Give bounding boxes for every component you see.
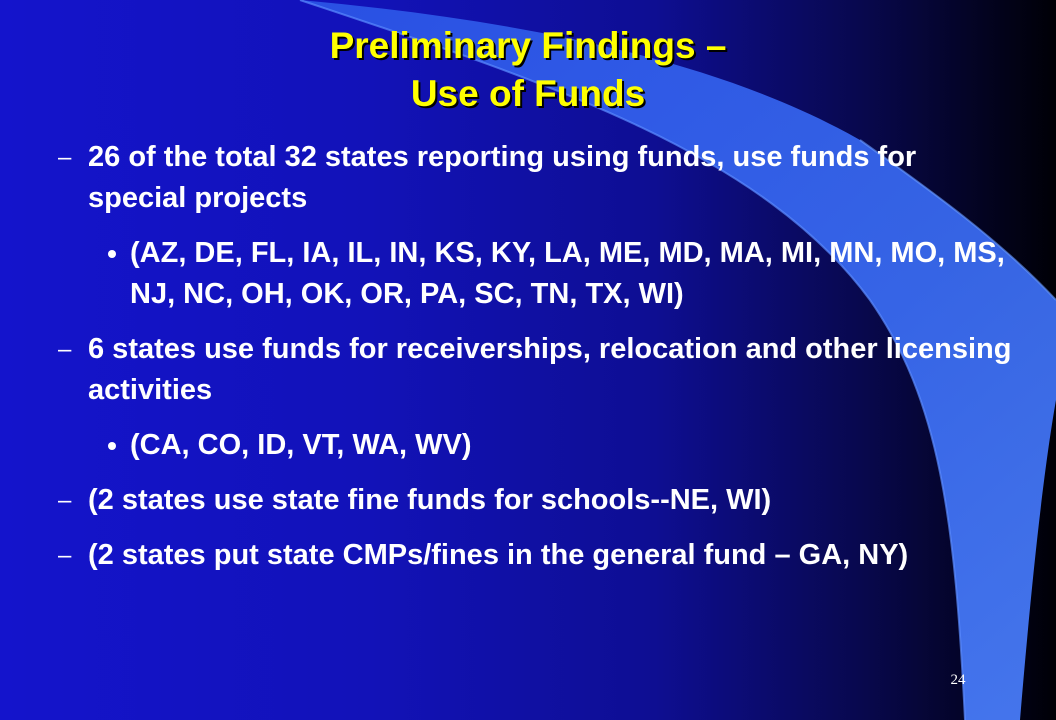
slide-title xyxy=(0,22,1056,118)
sub-bullet-item-receiverships-states xyxy=(58,425,1018,466)
bullet-item-general-fund xyxy=(58,535,1018,576)
bullet-text: (2 states use state fine funds for schools--NE, WI) xyxy=(88,484,772,516)
slide-title-line2: Use of Funds xyxy=(410,73,646,114)
bullet-item-schools xyxy=(58,480,1018,521)
dash-bullet-icon: – xyxy=(58,144,72,171)
bullet-list xyxy=(58,137,1018,590)
slide-title-line1: Preliminary Findings – xyxy=(329,25,727,66)
bullet-item-receiverships xyxy=(58,329,1018,411)
bullet-text: 6 states use funds for receiverships, relocation and other licensing activities xyxy=(88,333,1012,406)
dash-bullet-icon: – xyxy=(58,487,72,514)
bullet-text: (2 states put state CMPs/fines in the general fund – GA, NY) xyxy=(88,539,909,571)
slide-number: 24 xyxy=(950,672,966,688)
dot-bullet-icon xyxy=(108,442,116,450)
bullet-text: 26 of the total 32 states reporting using funds, use funds for special projects xyxy=(88,141,917,214)
dot-bullet-icon xyxy=(108,250,116,258)
sub-bullet-text: (CA, CO, ID, VT, WA, WV) xyxy=(130,429,472,461)
dash-bullet-icon: – xyxy=(58,542,72,569)
dash-bullet-icon: – xyxy=(58,336,72,363)
sub-bullet-item-special-projects-states xyxy=(58,233,1018,315)
sub-bullet-text: (AZ, DE, FL, IA, IL, IN, KS, KY, LA, ME, MD, MA, MI, MN, MO, MS, NJ, NC, OH, OK, OR, PA, SC, TN, TX, WI) xyxy=(130,237,1005,310)
bullet-item-special-projects xyxy=(58,137,1018,219)
